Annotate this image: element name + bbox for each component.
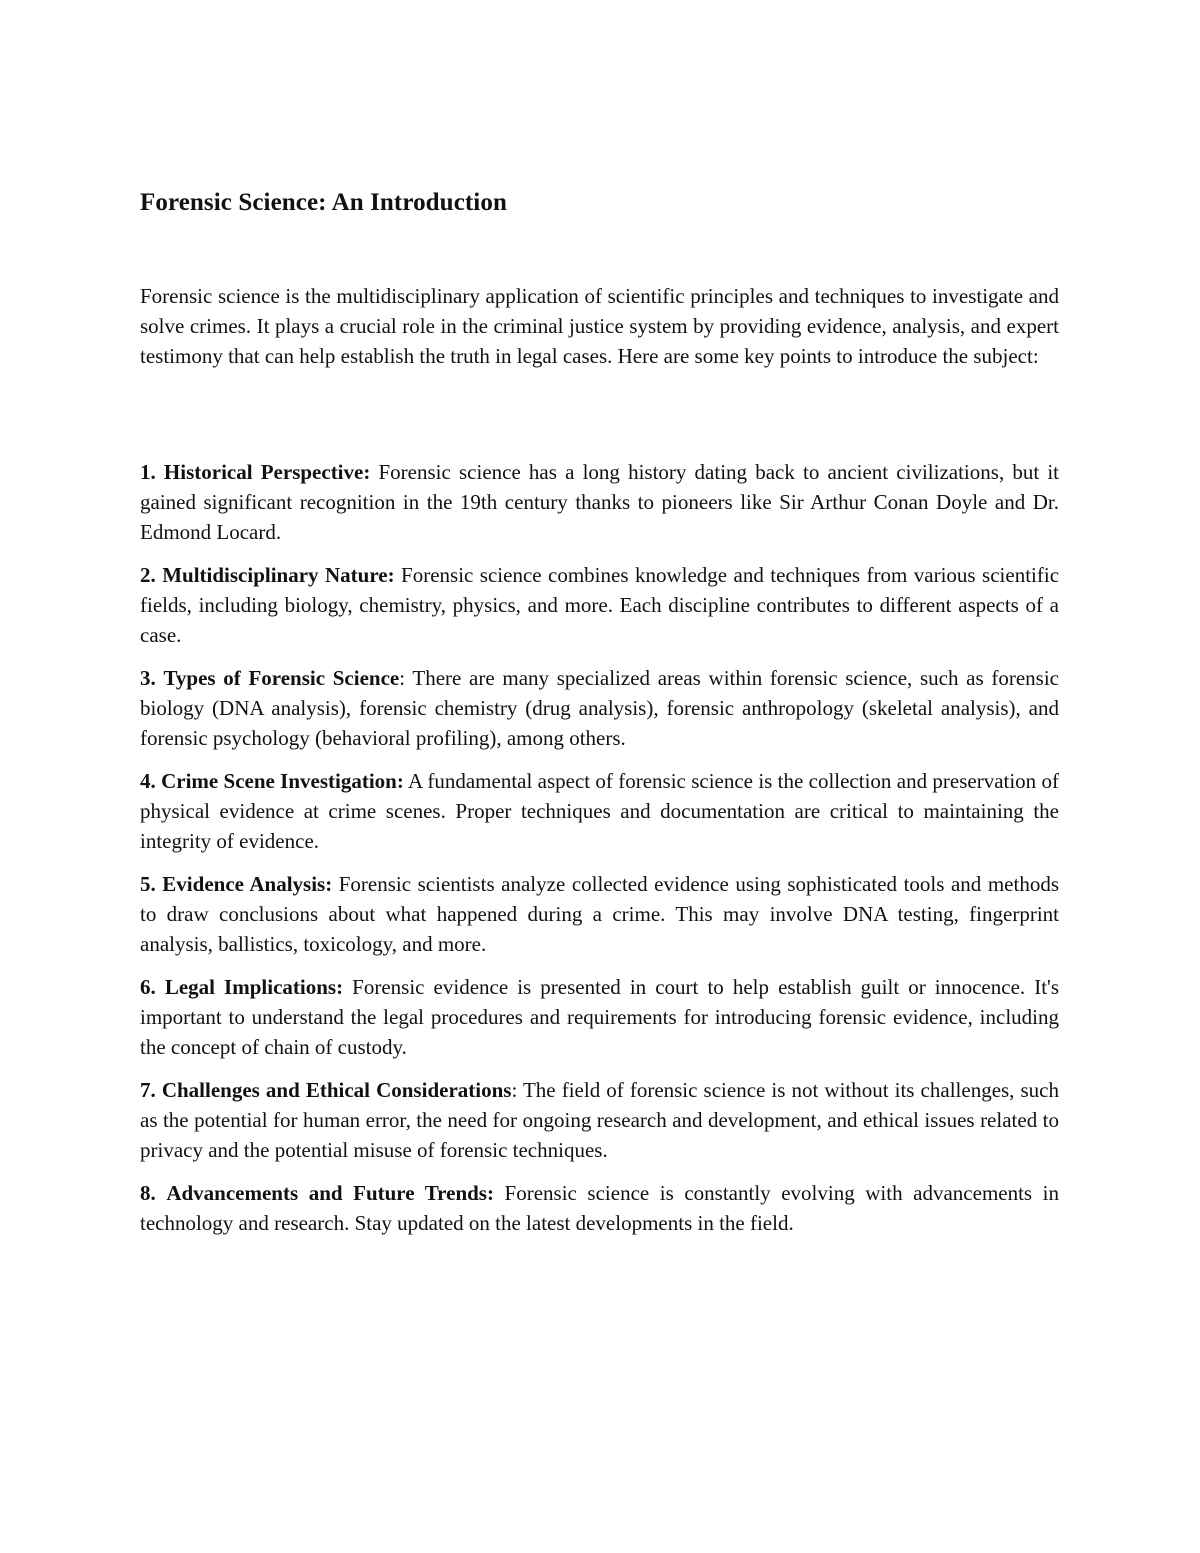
- point-text: Forensic science combines knowledge and techniques from various scientific fields, including biology, chemistry, physics, and more. Each discipline contributes to different aspects of a case.: [140, 563, 1060, 647]
- key-point-1: [140, 457, 1059, 547]
- point-heading: Multidisciplinary Nature:: [162, 563, 395, 587]
- document-title: Forensic Science: An Introduction: [140, 189, 507, 216]
- point-number: 4.: [140, 769, 156, 793]
- intro-paragraph: Forensic science is the multidisciplinary application of scientific principles and techniques to investigate and solve crimes. It plays a crucial role in the criminal justice system by providing evidence, analysis, and expert testimony that can help establish the truth in legal cases. Here are some key points to introduce the subject:: [140, 284, 1059, 368]
- point-heading: Advancements and Future Trends:: [166, 1181, 494, 1205]
- key-point-5: [140, 869, 1059, 959]
- point-heading: Historical Perspective:: [163, 460, 371, 484]
- point-number: 5.: [140, 872, 156, 896]
- point-number: 6.: [140, 975, 156, 999]
- point-number: 8.: [140, 1181, 156, 1205]
- key-point-4: [140, 766, 1059, 856]
- point-heading: Evidence Analysis:: [162, 872, 333, 896]
- key-points-list: [140, 457, 1059, 1251]
- point-number: 2.: [140, 563, 156, 587]
- point-text: Forensic scientists analyze collected evidence using sophisticated tools and methods to draw conclusions about what happened during a crime. This may involve DNA testing, fingerprint analysis, ballistics, toxicology, and more.: [140, 872, 1059, 956]
- key-point-7: [140, 1075, 1059, 1165]
- key-point-6: [140, 972, 1059, 1062]
- point-text: Forensic science has a long history dating back to ancient civilizations, but it gained significant recognition in the 19th century thanks to pioneers like Sir Arthur Conan Doyle and Dr. Edmond Locard.: [140, 460, 1060, 544]
- point-text: Forensic science is constantly evolving with advancements in technology and research. Stay updated on the latest developments in the field.: [140, 1181, 1060, 1235]
- point-number: 1.: [140, 460, 156, 484]
- key-point-2: [140, 560, 1059, 650]
- point-heading: Crime Scene Investigation:: [161, 769, 404, 793]
- point-heading: Types of Forensic Science: [163, 666, 400, 690]
- document-page: [140, 0, 1059, 1553]
- key-point-8: [140, 1178, 1059, 1238]
- key-point-3: [140, 663, 1059, 753]
- point-text: A fundamental aspect of forensic science is the collection and preservation of physical evidence at crime scenes. Proper techniques and documentation are critical to maintaining the integrity of evidence.: [140, 769, 1059, 853]
- point-number: 3.: [140, 666, 156, 690]
- point-number: 7.: [140, 1078, 156, 1102]
- point-text: : The field of forensic science is not without its challenges, such as the potential for human error, the need for ongoing research and development, and ethical issues related to privacy and the potential misuse of forensic techniques.: [140, 1078, 1060, 1162]
- point-heading: Challenges and Ethical Considerations: [161, 1078, 512, 1102]
- point-text: : There are many specialized areas within forensic science, such as forensic biology (DNA analysis), forensic chemistry (drug analysis), forensic anthropology (skeletal analysis), and forensic psychology (behavioral profiling), among others.: [140, 666, 1059, 750]
- point-text: Forensic evidence is presented in court to help establish guilt or innocence. It's important to understand the legal procedures and requirements for introducing forensic evidence, including the concept of chain of custody.: [140, 975, 1060, 1059]
- point-heading: Legal Implications:: [164, 975, 344, 999]
